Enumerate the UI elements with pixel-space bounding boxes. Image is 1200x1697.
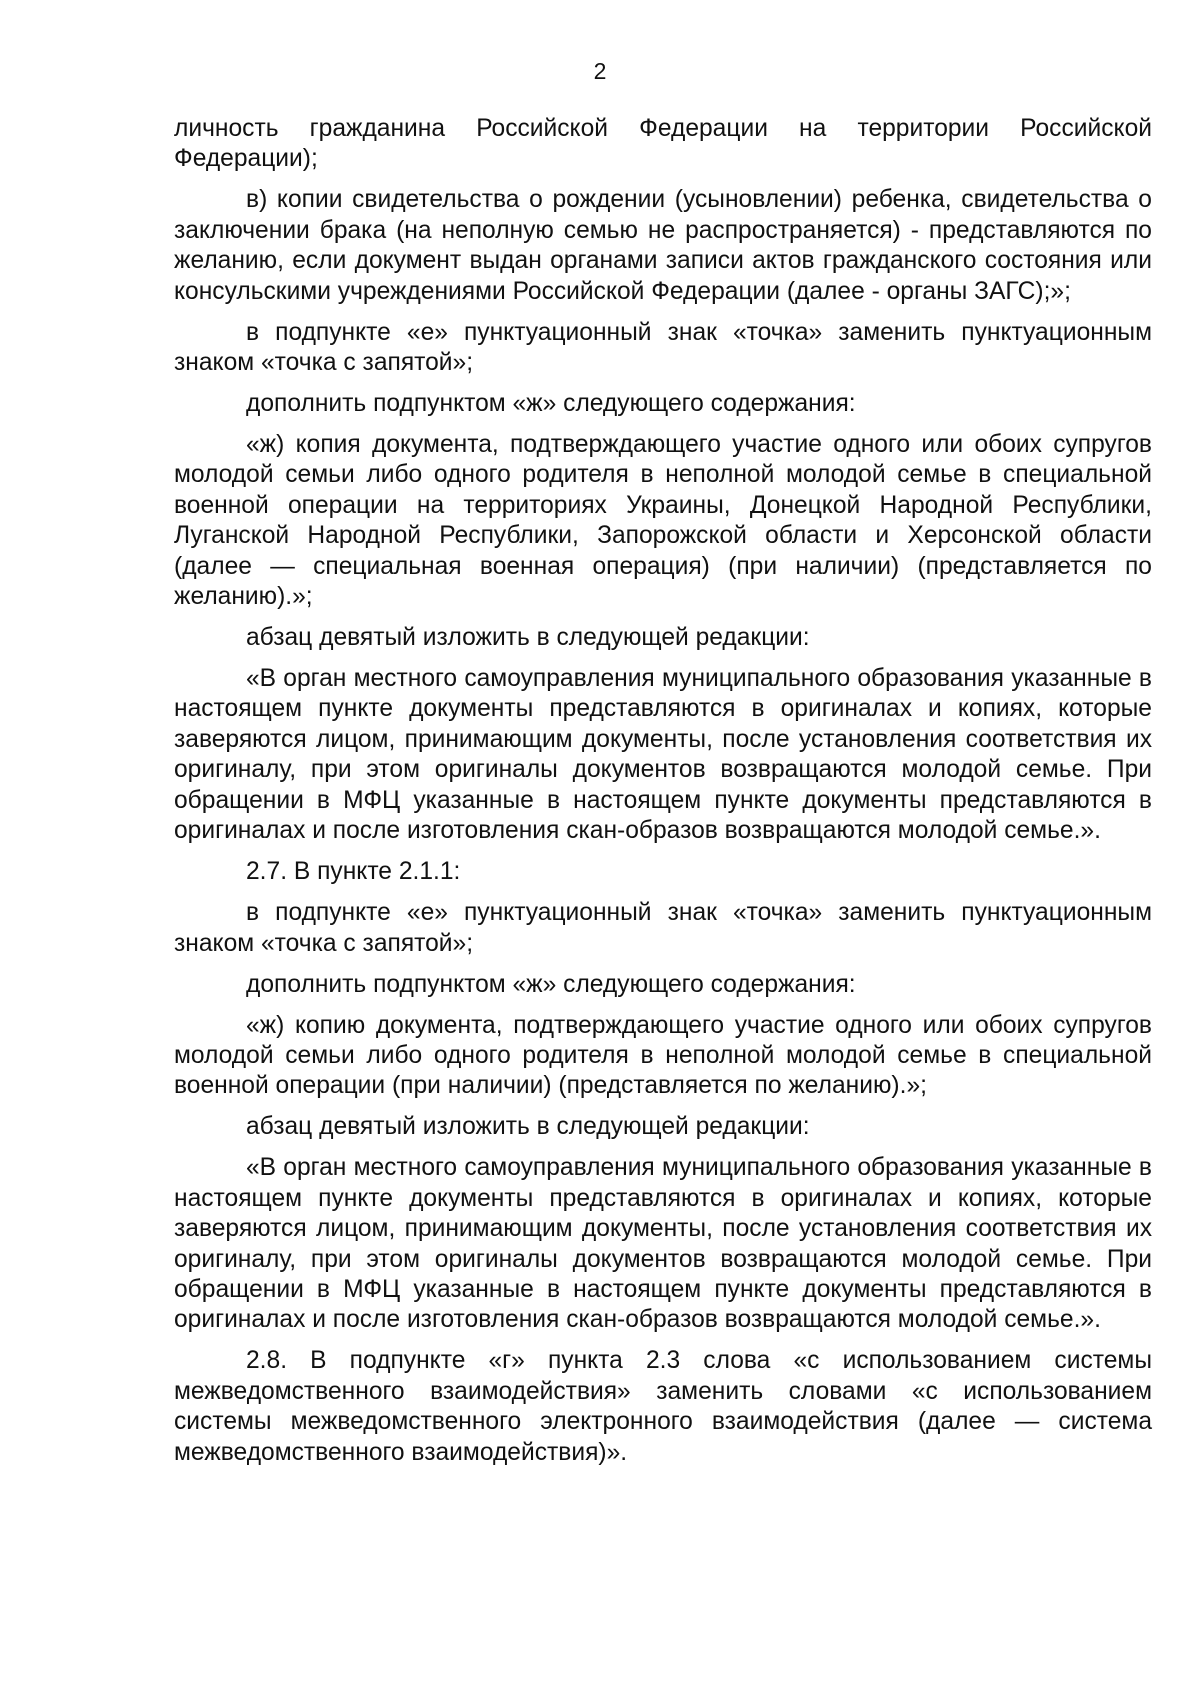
paragraph: абзац девятый изложить в следующей редакции: [246, 624, 810, 652]
paragraph: абзац девятый изложить в следующей редакции: [246, 1113, 810, 1141]
paragraph: дополнить подпунктом «ж» следующего содержания: [246, 390, 856, 418]
paragraph: «ж) копию документа, подтверждающего участие одного или обоих супругов молодой семьи либо одного родителя в неполной молодой семье в специальной военной операции (при наличии) (представляется по желанию).»; [174, 1011, 1152, 1100]
page-number: 2 [593, 58, 607, 84]
section-2-8: 2.8. В подпункте «г» пункта 2.3 слова «с использованием системы межведомственного взаимодействия» заменить словами «с использованием системы межведомственного электронного взаимодействия (далее — система межведомственного взаимодействия)». [174, 1347, 1152, 1466]
section-heading-2-7: 2.7. В пункте 2.1.1: [246, 858, 461, 886]
paragraph: «ж) копия документа, подтверждающего участие одного или обоих супругов молодой семьи либо одного родителя в неполной молодой семье в специальной военной операции на территориях Украины, Донецкой Народной Республики, Луганской Народной Республики, Запорожской области и Херсонской области (далее — специальная военная операция) (при наличии) (представляется по желанию).»; [174, 431, 1152, 611]
paragraph: в) копии свидетельства о рождении (усыновлении) ребенка, свидетельства о заключении брака (на неполную семью не распространяется) - представляются по желанию, если документ выдан органами записи актов гражданского состояния или консульскими учреждениями Российской Федерации (далее - органы ЗАГС);»; [174, 186, 1152, 305]
paragraph: в подпункте «е» пунктуационный знак «точка» заменить пунктуационным знаком «точка с запятой»; [174, 318, 1152, 377]
document-body [174, 114, 1152, 1468]
paragraph: «В орган местного самоуправления муниципального образования указанные в настоящем пункте документы представляются в оригиналах и копиях, которые заверяются лицом, принимающим документы, после установления соответствия их оригиналу, при этом оригиналы документов возвращаются молодой семье. При обращении в МФЦ указанные в настоящем пункте документы представляются в оригиналах и после изготовления скан-образов возвращаются молодой семье.». [174, 1154, 1152, 1334]
paragraph: «В орган местного самоуправления муниципального образования указанные в настоящем пункте документы представляются в оригиналах и копиях, которые заверяются лицом, принимающим документы, после установления соответствия их оригиналу, при этом оригиналы документов возвращаются молодой семье. При обращении в МФЦ указанные в настоящем пункте документы представляются в оригиналах и после изготовления скан-образов возвращаются молодой семье.». [174, 665, 1152, 845]
paragraph: в подпункте «е» пунктуационный знак «точка» заменить пунктуационным знаком «точка с запятой»; [174, 899, 1152, 957]
paragraph-continuation: личность гражданина Российской Федерации на территории Российской Федерации); [174, 115, 1152, 173]
paragraph: дополнить подпунктом «ж» следующего содержания: [246, 970, 856, 998]
